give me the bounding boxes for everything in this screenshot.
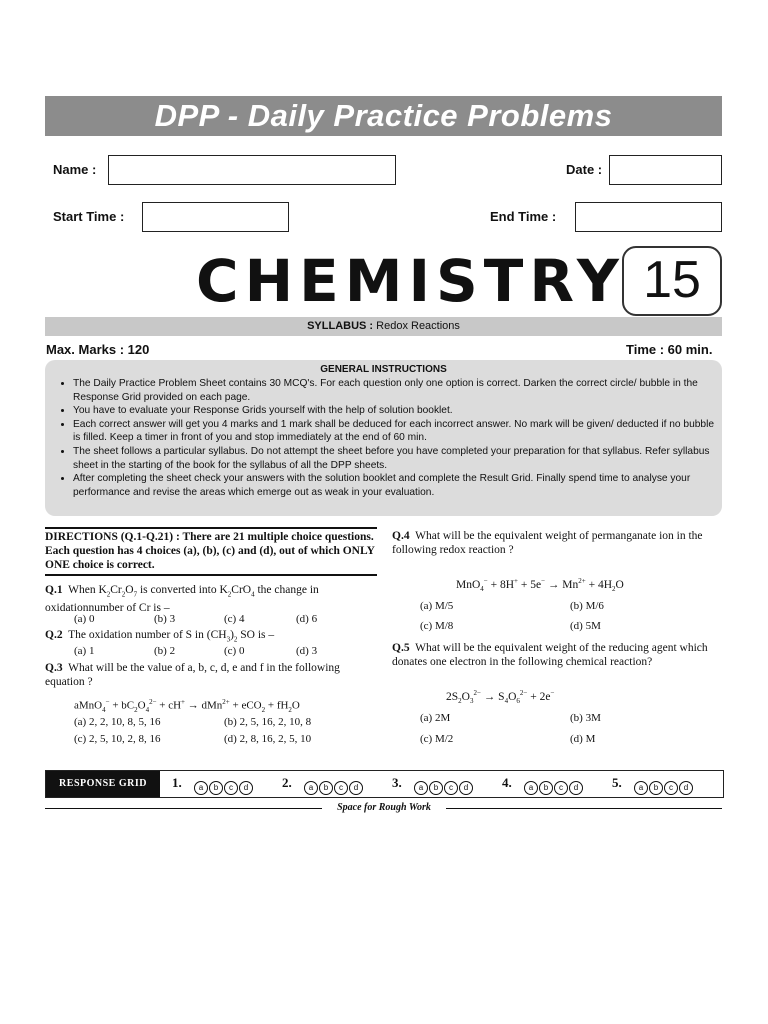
bubble-b[interactable]: b bbox=[209, 781, 223, 795]
question-2: Q.2 The oxidation number of S in $(CH_3)_2$ SO is – bbox=[45, 629, 275, 644]
bubble-a[interactable]: a bbox=[194, 781, 208, 795]
name-label: Name : bbox=[53, 162, 97, 177]
question-number: Q.1 bbox=[45, 584, 63, 596]
bubble-b[interactable]: b bbox=[539, 781, 553, 795]
rough-work-rule-left bbox=[45, 808, 322, 809]
bubble-a[interactable]: a bbox=[304, 781, 318, 795]
bubble-a[interactable]: a bbox=[524, 781, 538, 795]
bubble-b[interactable]: b bbox=[649, 781, 663, 795]
grid-bubbles-q5 bbox=[634, 777, 694, 795]
instruction-item: • After completing the sheet check your answers with the solution booklet and complete the Result Grid. Finally spend time to analyse your performance and revise the areas which emerge out as weak in your evaluation. bbox=[73, 472, 714, 499]
bubble-c[interactable]: c bbox=[664, 781, 678, 795]
question-2-text-end: SO is – bbox=[240, 629, 275, 641]
bubble-d[interactable]: d bbox=[349, 781, 363, 795]
q5-option-a[interactable]: (a) 2M bbox=[420, 712, 451, 724]
question-3-text: What will be the value of a, b, c, d, e and f in the following equation ? bbox=[45, 662, 340, 688]
response-grid-label: RESPONSE GRID bbox=[46, 771, 160, 797]
instruction-item: • The Daily Practice Problem Sheet contains 30 MCQ's. For each question only one option is correct. Darken the correct circle/ bubble in the Response Grid provided on each page. bbox=[73, 377, 714, 404]
q4-equation: $MnO_4^- + 8H^+ + 5e^- \to Mn^{2+} + 4H_2O$ bbox=[456, 577, 624, 594]
q5-option-b[interactable]: (b) 3M bbox=[570, 712, 601, 724]
question-number: Q.2 bbox=[45, 629, 63, 641]
question-number: Q.4 bbox=[392, 530, 410, 542]
q2-option-a[interactable]: (a) 1 bbox=[74, 645, 95, 657]
q1-option-d[interactable]: (d) 6 bbox=[296, 613, 318, 625]
instruction-item: • The sheet follows a particular syllabus. Do not attempt the sheet before you have completed your preparation for that syllabus. Refer syllabus sheet in the starting of the book for the syllabus of all the DPP sheets. bbox=[73, 445, 714, 472]
bubble-d[interactable]: d bbox=[679, 781, 693, 795]
bubble-d[interactable]: d bbox=[239, 781, 253, 795]
response-grid bbox=[45, 770, 724, 798]
q4-option-c[interactable]: (c) M/8 bbox=[420, 620, 454, 632]
grid-number: 2. bbox=[282, 775, 292, 790]
dpp-number: 15 bbox=[622, 246, 722, 316]
grid-bubbles-q3 bbox=[414, 777, 474, 795]
grid-number: 1. bbox=[172, 775, 182, 790]
bubble-b[interactable]: b bbox=[429, 781, 443, 795]
q5-equation: $2S_2O_3^{2-} \to S_4O_6^{2-} + 2e^-$ bbox=[446, 689, 555, 706]
instruction-item: • You have to evaluate your Response Grids yourself with the help of solution booklet. bbox=[73, 404, 714, 418]
grid-number: 5. bbox=[612, 775, 622, 790]
instruction-item: • Each correct answer will get you 4 marks and 1 mark shall be deduced for each incorrect answer. No mark will be given/ deducted if no bubble is filled. Keep a timer in front of you and stop immediately at the end of 60 min. bbox=[73, 418, 714, 445]
date-field[interactable] bbox=[609, 155, 722, 185]
syllabus-bar bbox=[45, 317, 722, 336]
syllabus-value: Redox Reactions bbox=[376, 320, 460, 332]
directions-top-rule bbox=[45, 527, 377, 529]
bubble-a[interactable]: a bbox=[634, 781, 648, 795]
bubble-c[interactable]: c bbox=[224, 781, 238, 795]
time-limit: Time : 60 min. bbox=[626, 342, 713, 357]
q2-option-b[interactable]: (b) 2 bbox=[154, 645, 176, 657]
q3-equation: aMnO$_4$− + $bC_2O_4^{2-} + cH^+ \to dMn^{2+} + eCO_2 + fH_2O$ bbox=[74, 698, 300, 714]
start-time-field[interactable] bbox=[142, 202, 289, 232]
question-2-text-start: The oxidation number of S in (CH bbox=[68, 629, 227, 641]
q5-option-c[interactable]: (c) M/2 bbox=[420, 733, 454, 745]
grid-bubbles-q2 bbox=[304, 777, 364, 795]
question-1-text-end: the change in oxidationnumber of Cr is – bbox=[45, 584, 319, 615]
question-4 bbox=[392, 529, 722, 557]
instructions-heading: GENERAL INSTRUCTIONS bbox=[320, 364, 447, 375]
question-1: Q.1 When $K_2Cr_2O_7$ is converted into $K_2CrO_4$ the change in oxidationnumber of Cr is – bbox=[45, 584, 319, 615]
q4-option-d[interactable]: (d) 5M bbox=[570, 620, 601, 632]
q4-option-a[interactable]: (a) M/5 bbox=[420, 600, 454, 612]
question-4-text: What will be the equivalent weight of permanganate ion in the following redox reaction ? bbox=[392, 530, 703, 556]
general-instructions bbox=[45, 360, 722, 516]
q1-option-c[interactable]: (c) 4 bbox=[224, 613, 245, 625]
q3-option-b[interactable]: (b) 2, 5, 16, 2, 10, 8 bbox=[224, 716, 312, 728]
bubble-c[interactable]: c bbox=[334, 781, 348, 795]
question-number: Q.3 bbox=[45, 662, 63, 674]
q2-option-d[interactable]: (d) 3 bbox=[296, 645, 318, 657]
grid-bubbles-q4 bbox=[524, 777, 584, 795]
question-1-text-mid: is converted into bbox=[139, 584, 217, 596]
bubble-a[interactable]: a bbox=[414, 781, 428, 795]
rough-work-label: Space for Rough Work bbox=[337, 802, 431, 813]
syllabus-label: SYLLABUS : bbox=[307, 320, 374, 332]
q3-option-c[interactable]: (c) 2, 5, 10, 2, 8, 16 bbox=[74, 733, 161, 745]
q3-option-a[interactable]: (a) 2, 2, 10, 8, 5, 16 bbox=[74, 716, 161, 728]
bubble-d[interactable]: d bbox=[569, 781, 583, 795]
directions-text: DIRECTIONS (Q.1-Q.21) : There are 21 multiple choice questions. Each question has 4 choices (a), (b), (c) and (d), out of which ONLY ONE choice is correct. bbox=[45, 531, 375, 571]
bubble-c[interactable]: c bbox=[444, 781, 458, 795]
date-label: Date : bbox=[566, 162, 603, 177]
question-5 bbox=[392, 641, 722, 669]
grid-number: 4. bbox=[502, 775, 512, 790]
q1-option-a[interactable]: (a) 0 bbox=[74, 613, 95, 625]
question-3 bbox=[45, 661, 377, 689]
start-time-label: Start Time : bbox=[53, 209, 125, 224]
question-1-text-start: When K bbox=[68, 584, 107, 596]
directions-bottom-rule bbox=[45, 574, 377, 576]
max-marks: Max. Marks : 120 bbox=[46, 342, 150, 357]
rough-work-rule-right bbox=[446, 808, 722, 809]
question-5-text: What will be the equivalent weight of the reducing agent which donates one electron in the following chemical reaction? bbox=[392, 642, 708, 668]
q5-option-d[interactable]: (d) M bbox=[570, 733, 596, 745]
q3-option-d[interactable]: (d) 2, 8, 16, 2, 5, 10 bbox=[224, 733, 312, 745]
name-field[interactable] bbox=[108, 155, 396, 185]
q2-option-c[interactable]: (c) 0 bbox=[224, 645, 245, 657]
grid-number: 3. bbox=[392, 775, 402, 790]
q1-option-b[interactable]: (b) 3 bbox=[154, 613, 176, 625]
end-time-field[interactable] bbox=[575, 202, 722, 232]
q4-option-b[interactable]: (b) M/6 bbox=[570, 600, 604, 612]
subject-title: CHEMISTRY bbox=[196, 247, 625, 315]
bubble-b[interactable]: b bbox=[319, 781, 333, 795]
grid-bubbles-q1 bbox=[194, 777, 254, 795]
bubble-d[interactable]: d bbox=[459, 781, 473, 795]
question-number: Q.5 bbox=[392, 642, 410, 654]
bubble-c[interactable]: c bbox=[554, 781, 568, 795]
end-time-label: End Time : bbox=[490, 209, 557, 224]
page-banner: DPP - Daily Practice Problems bbox=[45, 96, 722, 136]
